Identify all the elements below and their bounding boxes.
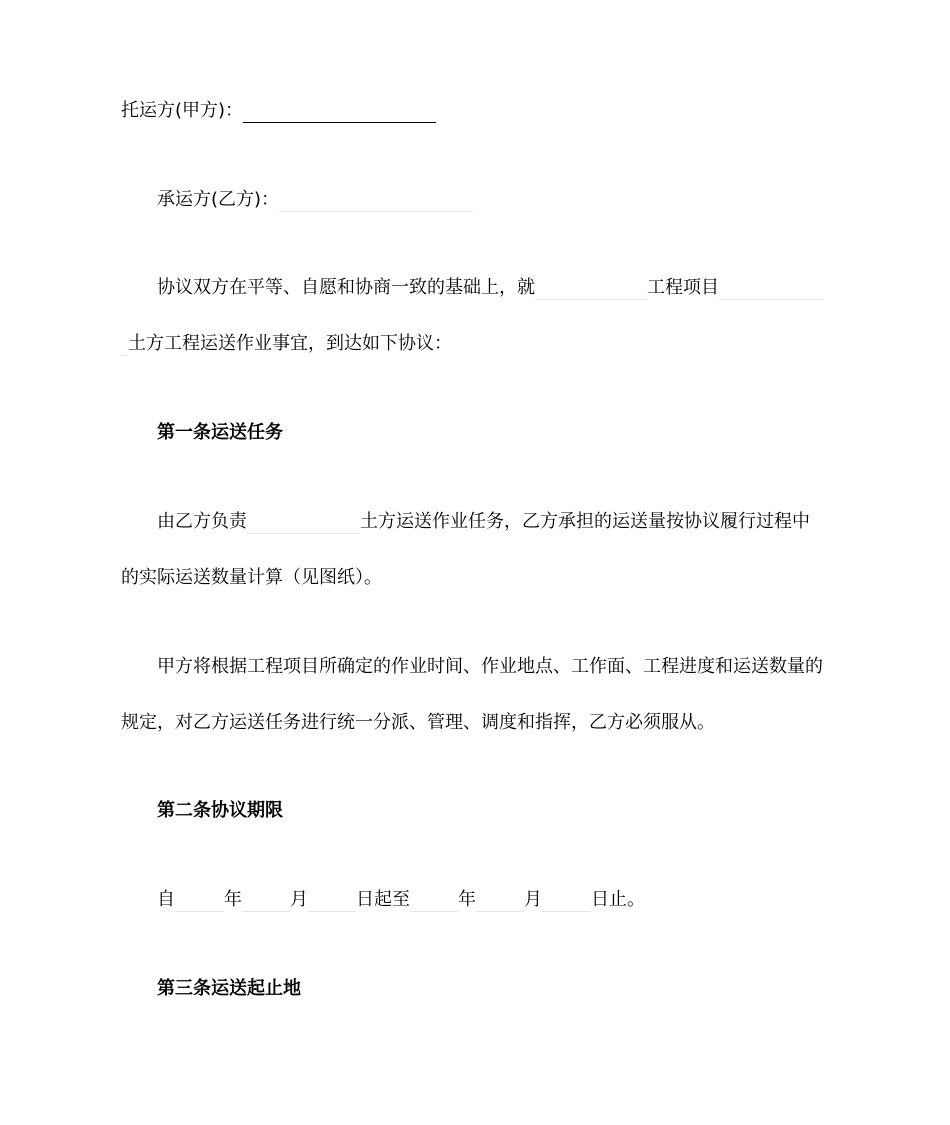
intro-line-2 xyxy=(121,332,452,356)
article-2-title: 第二条协议期限 xyxy=(157,800,283,821)
party-b-blank xyxy=(279,193,473,212)
start-year-blank xyxy=(175,893,224,912)
article-1-p2-line-1: 甲方将根据工程项目所确定的作业时间、作业地点、工作面、工程进度和运送数量的 xyxy=(157,656,823,677)
end-year-blank xyxy=(410,893,458,912)
intro-text-2: 工程项目 xyxy=(647,277,719,298)
period-year-1: 年 xyxy=(224,889,242,910)
end-month-blank xyxy=(476,893,524,912)
intro-line-1 xyxy=(157,276,824,300)
start-month-blank xyxy=(242,893,290,912)
article-1-p1-text-2: 土方运送作业任务，乙方承担的运送量按协议履行过程中 xyxy=(360,511,810,532)
intro-text-1: 协议双方在平等、自愿和协商一致的基础上，就 xyxy=(157,277,535,298)
start-day-blank xyxy=(308,893,356,912)
article-1-p1-line-1 xyxy=(157,510,810,534)
responsible-scope-blank xyxy=(247,515,360,534)
article-1-title: 第一条运送任务 xyxy=(157,422,283,443)
article-1-p2-line-2: 规定，对乙方运送任务进行统一分派、管理、调度和指挥，乙方必须服从。 xyxy=(121,712,715,733)
party-a-blank xyxy=(243,104,436,123)
article-1-p1-text-1: 由乙方负责 xyxy=(157,511,247,532)
party-b-label: 承运方(乙方)： xyxy=(157,189,280,210)
intro-lead-blank xyxy=(121,337,128,356)
end-day-blank xyxy=(542,893,591,912)
period-year-2: 年 xyxy=(458,889,476,910)
article-3-title: 第三条运送起止地 xyxy=(157,978,301,999)
party-a-line xyxy=(121,99,436,123)
period-day-from: 日起至 xyxy=(356,889,410,910)
period-from: 自 xyxy=(157,889,175,910)
party-a-label: 托运方(甲方)： xyxy=(121,100,244,121)
project-name-blank xyxy=(535,281,647,300)
period-month-1: 月 xyxy=(290,889,308,910)
article-1-p1-line-2: 的实际运送数量计算（见图纸）。 xyxy=(121,567,382,588)
article-2-period-line xyxy=(157,888,645,912)
party-b-line xyxy=(157,188,473,212)
intro-text-3: 土方工程运送作业事宜，到达如下协议： xyxy=(128,333,452,354)
period-month-2: 月 xyxy=(524,889,542,910)
project-detail-blank xyxy=(719,281,824,300)
period-day-to: 日止。 xyxy=(591,889,645,910)
